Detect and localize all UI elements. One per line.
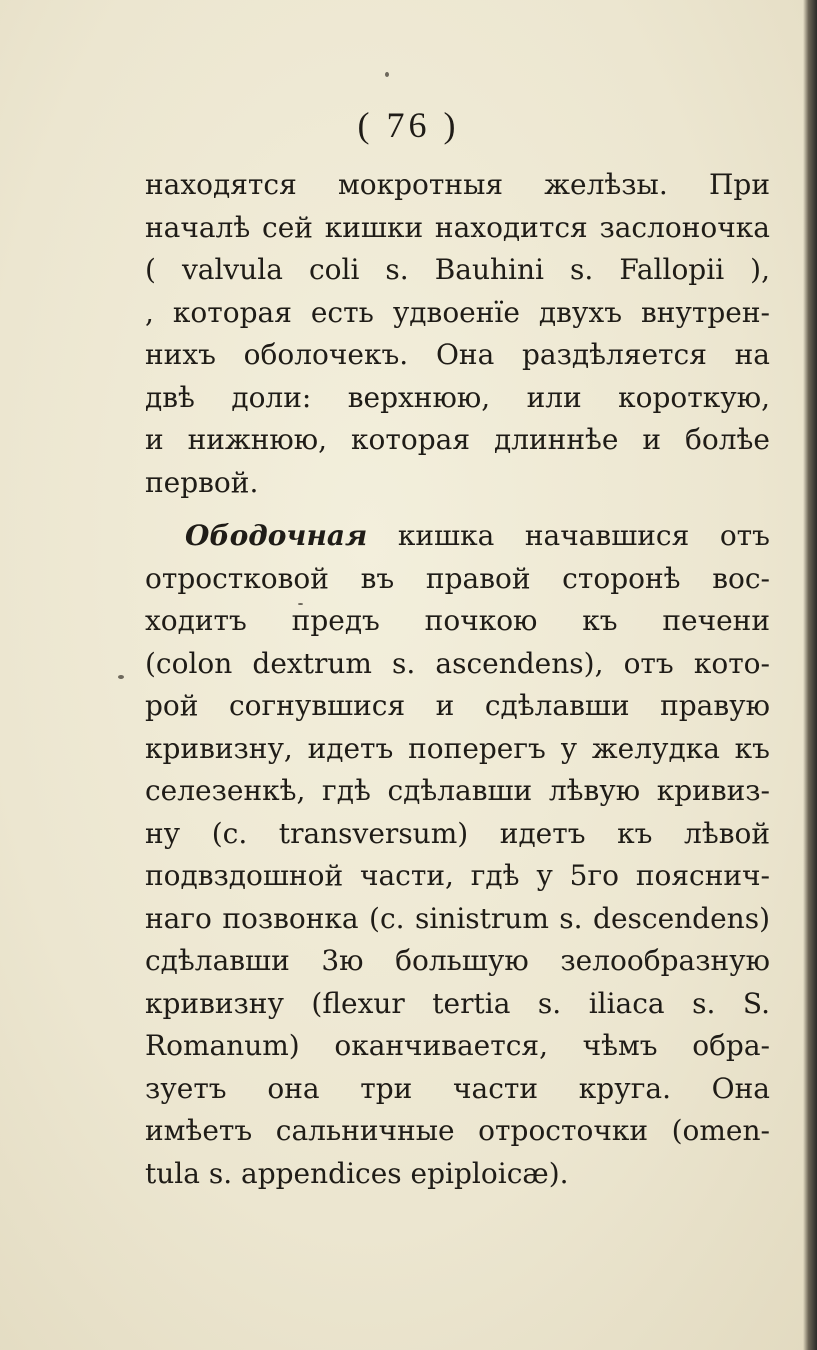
text-line: селезенкѣ, гдѣ сдѣлавши лѣвую кривиз-	[145, 774, 770, 807]
text-line: имѣетъ сальничные отросточки (omen-	[145, 1114, 770, 1147]
paragraph-1	[145, 164, 770, 504]
text-line: зуетъ она три части круга. Она	[145, 1071, 770, 1105]
text-line: подвздошной части, гдѣ у 5го пояснич-	[145, 859, 770, 892]
paper-speck	[118, 675, 124, 679]
page-number: ( 76 )	[357, 105, 460, 145]
paragraph-2	[145, 515, 770, 1195]
text-line: отростковой въ правой сторонѣ вос-	[145, 561, 770, 595]
text-line: находятся мокротныя желѣзы. При	[145, 168, 770, 201]
italic-term: Ободочная	[185, 519, 368, 552]
text-line: ( valvula coli s. Bauhini s. Fallopii ),	[145, 253, 770, 286]
text-line: Romanum) оканчивается, чѣмъ обра-	[145, 1029, 770, 1062]
text-line: кривизну (flexur tertia s. iliaca s. S.	[145, 986, 770, 1020]
text-line: , которая есть удвоенїе двухъ внутрен-	[145, 295, 770, 329]
text-line: кривизну, идетъ поперегъ у желудка къ	[145, 731, 770, 765]
text-line: двѣ доли: верхнюю, или короткую,	[145, 380, 770, 414]
paper-speck	[385, 72, 389, 77]
text-line: ну (c. transversum) идетъ къ лѣвой	[145, 816, 770, 850]
text-line: (colon dextrum s. ascendens), отъ кото-	[145, 646, 770, 680]
page-binding-edge	[803, 0, 817, 1350]
text-line: началѣ сей кишки находится заслоночка	[145, 210, 770, 244]
text-line: tula s. appendices epiploicæ).	[145, 1156, 569, 1190]
text-line: рой согнувшися и сдѣлавши правую	[145, 689, 770, 722]
text-line: и нижнюю, которая длиннѣе и болѣе	[145, 423, 770, 456]
text-line: первой.	[145, 465, 259, 499]
text-line-first	[145, 515, 770, 558]
text-line-rest: кишка начавшися отъ	[397, 519, 770, 552]
text-line: наго позвонка (c. sinistrum s. descendens)	[145, 901, 770, 935]
text-line: ходитъ предъ почкою къ печени	[145, 604, 770, 637]
text-line: нихъ оболочекъ. Она раздѣляется на	[145, 338, 770, 371]
text-line: сдѣлавши 3ю большую зелообразную	[145, 944, 770, 977]
